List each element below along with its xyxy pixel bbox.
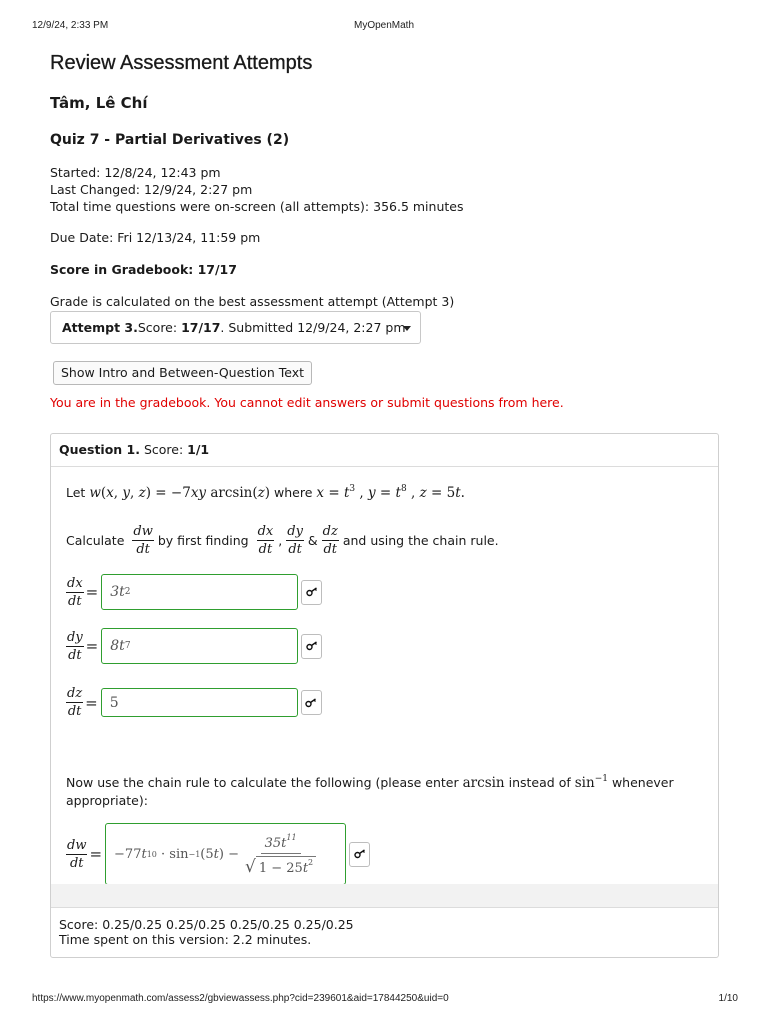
attempt-score: 17/17 bbox=[181, 320, 221, 335]
page-title: Review Assessment Attempts bbox=[50, 52, 313, 74]
chevron-down-icon bbox=[403, 326, 411, 331]
dz-dt-answer-input[interactable]: 5 bbox=[101, 688, 298, 717]
gradebook-warning: You are in the gradebook. You cannot edit answers or submit questions from here. bbox=[50, 395, 564, 410]
student-name: Tâm, Lê Chí bbox=[50, 94, 148, 112]
print-page-number: 1/10 bbox=[718, 993, 738, 1004]
question-card bbox=[50, 433, 719, 958]
part-scores: Score: 0.25/0.25 0.25/0.25 0.25/0.25 0.25/0.25 bbox=[59, 917, 354, 932]
attempt-select[interactable] bbox=[50, 311, 421, 344]
quiz-title: Quiz 7 - Partial Derivatives (2) bbox=[50, 132, 290, 148]
print-footer bbox=[32, 993, 738, 1007]
dx-dt-answer-input[interactable]: 3 t 2 bbox=[101, 574, 298, 610]
dy-dt-answer-input[interactable]: 8 t 7 bbox=[101, 628, 298, 664]
print-date: 12/9/24, 2:33 PM bbox=[32, 20, 109, 31]
attempt-label: Attempt 3. bbox=[62, 320, 138, 335]
question-body bbox=[51, 468, 718, 884]
grade-note: Grade is calculated on the best assessment attempt (Attempt 3) bbox=[50, 294, 455, 309]
chain-rule-instruction: Now use the chain rule to calculate the following (please enter arcsin instead of $\sin^{-1}$ whenever appropriate): bbox=[66, 774, 674, 808]
question-divider bbox=[51, 884, 718, 908]
show-intro-button[interactable]: Show Intro and Between-Question Text bbox=[53, 361, 312, 385]
dw-dt-row: $\frac{dw}{dt}$ = −77 t 10 · sin −1 (5 t ) − $35t^{11}$ √ $1 - 25t^2$ bbox=[66, 823, 370, 885]
print-header bbox=[32, 20, 736, 34]
calculate-instruction: Calculate $\frac{dw}{dt}$ by first finding $\frac{dx}{dt}$ , $\frac{dy}{dt}$ & $\frac{dz}{dt}$ and using the chain rule. bbox=[66, 523, 499, 557]
key-icon[interactable] bbox=[301, 690, 322, 715]
key-icon[interactable] bbox=[301, 634, 322, 659]
due-date: Due Date: Fri 12/13/24, 11:59 pm bbox=[50, 230, 261, 245]
dw-dt-answer-input[interactable]: −77 t 10 · sin −1 (5 t ) − $35t^{11}$ √ $1 - 25t^2$ bbox=[105, 823, 346, 885]
attempt-score-label: Score: bbox=[137, 320, 182, 335]
question-label: Question 1. bbox=[59, 442, 140, 457]
total-time: Total time questions were on-screen (all attempts): 356.5 minutes bbox=[50, 199, 464, 214]
key-icon[interactable] bbox=[349, 842, 370, 867]
key-icon[interactable] bbox=[301, 580, 322, 605]
print-site-title: MyOpenMath bbox=[353, 20, 415, 31]
time-spent: Time spent on this version: 2.2 minutes. bbox=[59, 932, 312, 947]
question-score-label: Score: bbox=[140, 442, 188, 457]
gradebook-score: Score in Gradebook: 17/17 bbox=[50, 262, 237, 277]
attempt-submitted: . Submitted 12/9/24, 2:27 pm bbox=[220, 320, 406, 335]
dx-dt-row: $\frac{dx}{dt}$ = 3 t 2 bbox=[66, 574, 322, 610]
question-statement: Let w(x, y, z) = −7xy arcsin(z) where $x = t^3$ , $y = t^8$ , z = 5t. bbox=[66, 484, 465, 501]
question-footer bbox=[59, 917, 354, 947]
dy-dt-row: $\frac{dy}{dt}$ = 8 t 7 bbox=[66, 628, 322, 664]
dz-dt-row: $\frac{dz}{dt}$ = 5 bbox=[66, 685, 322, 720]
question-score: 1/1 bbox=[187, 442, 210, 457]
last-changed-date: Last Changed: 12/9/24, 2:27 pm bbox=[50, 182, 253, 197]
question-header bbox=[51, 434, 718, 467]
print-url: https://www.myopenmath.com/assess2/gbviewassess.php?cid=239601&aid=17844250&uid=0 bbox=[32, 993, 449, 1004]
started-date: Started: 12/8/24, 12:43 pm bbox=[50, 165, 221, 180]
